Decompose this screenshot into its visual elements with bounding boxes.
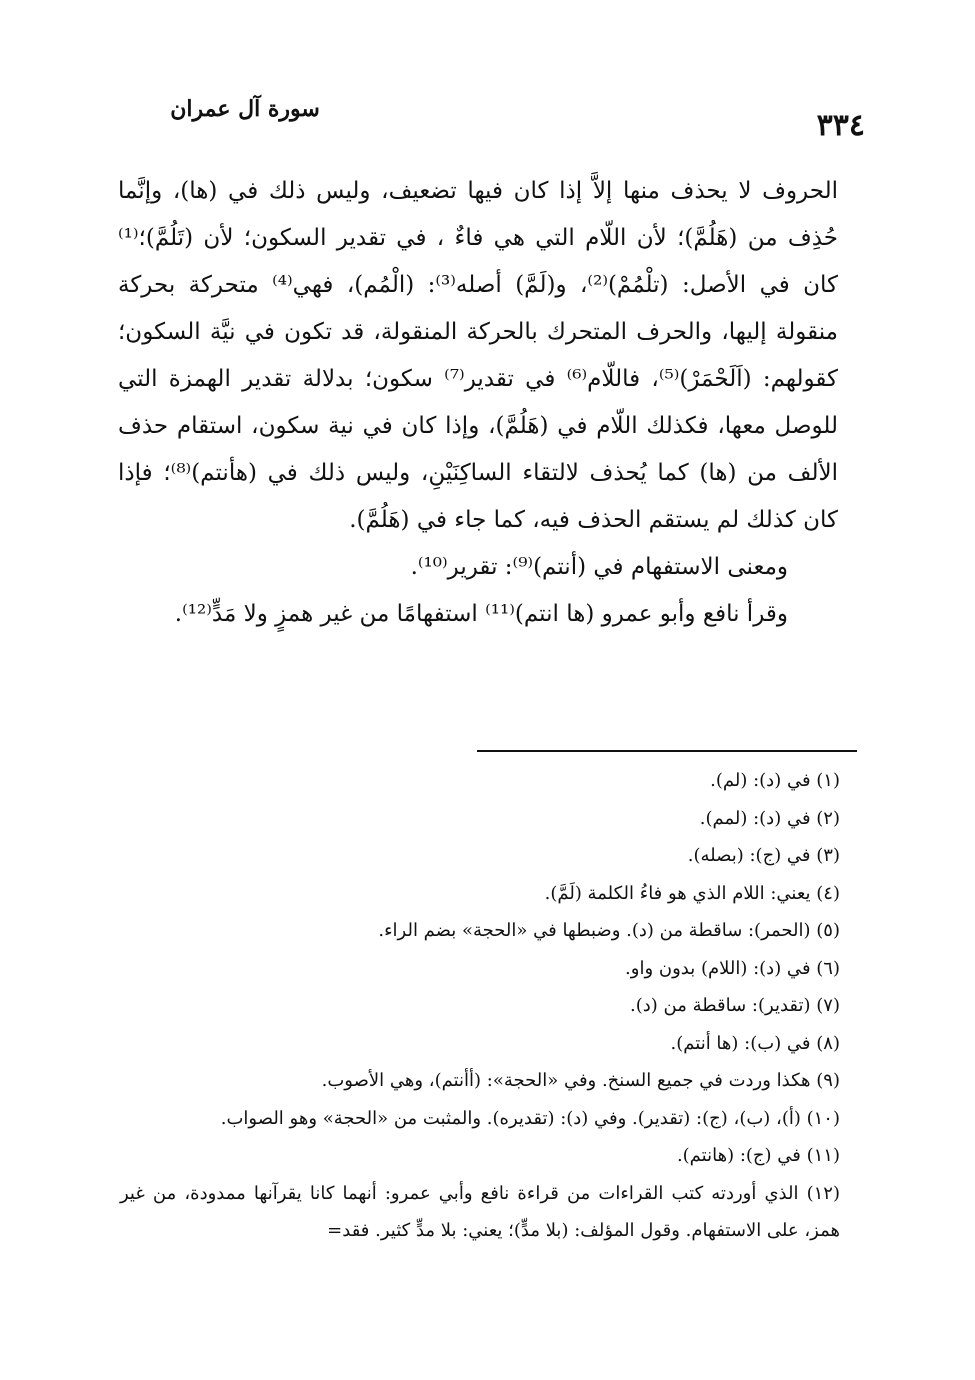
footnote: (٨) في (ب): (ها أنتم). <box>670 1032 840 1054</box>
footnote: (٢) في (د): (لمم). <box>699 807 840 829</box>
body-paragraph: ومعنى الاستفهام في (أنتم)⁽⁹⁾: تقرير⁽¹⁰⁾. <box>410 554 788 580</box>
footnote: (٩) هكذا وردت في جميع السنخ. وفي «الحجة»: (أأنتم)، وهي الأصوب. <box>321 1070 840 1091</box>
footnote: (٧) (تقدير): ساقطة من (د). <box>630 995 840 1016</box>
footnote: (١٠) (أ)، (ب)، (ج): (تقدير). وفي (د): (تقديره). والمثبت من «الحجة» وهو الصواب. <box>220 1107 840 1129</box>
page-number: ٣٣٤ <box>816 108 865 143</box>
footnote: (٦) في (د): (اللام) بدون واو. <box>625 957 840 979</box>
footnote-divider <box>477 750 857 752</box>
footnote: (١) في (د): (لم). <box>710 770 840 791</box>
surah-title: سورة آل عمران <box>170 96 320 122</box>
main-text <box>118 168 838 638</box>
footnote: (٥) (الحمر): ساقطة من (د). وضبطها في «الحجة» بضم الراء. <box>378 920 840 941</box>
footnote: (١١) في (ج): (هانتم). <box>676 1145 840 1166</box>
footnotes <box>120 762 840 1250</box>
footnote: (١٢) الذي أوردته كتب القراءات من قراءة نافع وأبي عمرو: أنهما كانا يقرآنها ممدودة، من غير همز، على الاستفهام. وقول المؤلف: (بلا مدٍّ)؛ يعني: بلا مدٍّ كثير. فقد= <box>120 1182 840 1241</box>
footnote: (٣) في (ج): (بصله). <box>687 845 840 866</box>
body-paragraph: الحروف لا يحذف منها إلاَّ إذا كان فيها تضعيف، وليس ذلك في (ها)، وإنَّما حُذِف من (هَلُمَّ)؛ لأن اللّام التي هي فاءٌ ، في تقدير السكون؛ لأن (تَلُمَّ)؛⁽¹⁾ كان في الأصل: (تلْمُمْ)⁽²⁾، و(لَمَّ) أصله⁽³⁾: (الْمُم)، فهي⁽⁴⁾ متحركة بحركة منقولة إليها، والحرف المتحرك بالحركة المنقولة، قد تكون في نيَّة السكون؛ كقولهم: (اَلَحْمَرْ)⁽⁵⁾، فاللّام⁽⁶⁾ في تقدير⁽⁷⁾ سكون؛ بدلالة تقدير الهمزة التي للوصل معها، فكذلك اللّام في (هَلُمَّ)، وإذا كان في نية سكون، استقام حذف الألف من (ها) كما يُحذف لالتقاء الساكِنَيْنِ، وليس ذلك في (هأنتم)⁽⁸⁾؛ فإذا كان كذلك لم يستقم الحذف فيه، كما جاء في (هَلُمَّ). <box>118 178 839 533</box>
footnote: (٤) يعني: اللام الذي هو فاءُ الكلمة (لَمَّ). <box>544 882 840 904</box>
body-paragraph: وقرأ نافع وأبو عمرو (ها انتم)⁽¹¹⁾ استفهامًا من غير همزٍ ولا مَدٍّ⁽¹²⁾. <box>174 601 788 627</box>
